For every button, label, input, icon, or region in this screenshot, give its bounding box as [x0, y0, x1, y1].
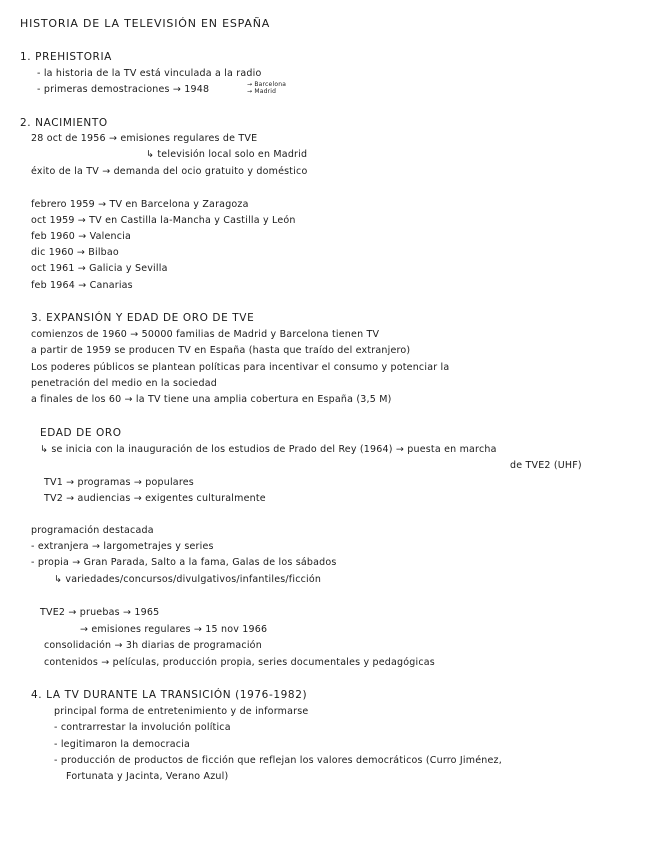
section-1-heading: 1. PREHISTORIA — [20, 51, 112, 63]
section-2-line: febrero 1959 → TV en Barcelona y Zaragoza — [31, 199, 249, 210]
section-2-line: feb 1964 → Canarias — [31, 280, 133, 291]
section-4-line: - legitimaron la democracia — [54, 739, 191, 750]
section-4-line: principal forma de entretenimiento y de informarse — [54, 706, 309, 717]
section-3-line: penetración del medio en la sociedad — [31, 378, 217, 389]
section-3-line: a partir de 1959 se producen TV en España (hasta que traído del extranjero) — [31, 345, 411, 356]
tve2-line: → emisiones regulares → 15 nov 1966 — [80, 624, 268, 635]
page-title: HISTORIA DE LA TELEVISIÓN EN ESPAÑA — [20, 17, 271, 30]
section-2-line: oct 1961 → Galicia y Sevilla — [31, 263, 168, 274]
section-3-line: comienzos de 1960 → 50000 familias de Madrid y Barcelona tienen TV — [31, 329, 380, 340]
side-note: → Madrid — [247, 88, 277, 95]
golden-age-heading: EDAD DE ORO — [40, 427, 122, 439]
side-note: → Barcelona — [247, 81, 287, 88]
golden-age-line: TV1 → programas → populares — [44, 477, 194, 488]
tve2-line: contenidos → películas, producción propia, series documentales y pedagógicas — [44, 657, 435, 668]
section-1-line: - la historia de la TV está vinculada a la radio — [37, 68, 262, 79]
section-3-line: a finales de los 60 → la TV tiene una amplia cobertura en España (3,5 M) — [31, 394, 392, 405]
programming-line: ↳ variedades/concursos/divulgativos/infantiles/ficción — [54, 574, 322, 585]
section-1-line: - primeras demostraciones → 1948 — [37, 84, 210, 95]
programming-line: - propia → Gran Parada, Salto a la fama, Galas de los sábados — [31, 557, 337, 568]
section-2-line: 28 oct de 1956 → emisiones regulares de TVE — [31, 133, 258, 144]
programming-line: programación destacada — [31, 525, 154, 536]
section-4-line: - contrarrestar la involución política — [54, 722, 231, 733]
tve2-line: consolidación → 3h diarias de programación — [44, 640, 262, 651]
section-4-line: Fortunata y Jacinta, Verano Azul) — [66, 771, 229, 782]
section-2-heading: 2. NACIMIENTO — [20, 117, 108, 129]
section-2-line: éxito de la TV → demanda del ocio gratuito y doméstico — [31, 166, 308, 177]
section-4-line: - producción de productos de ficción que reflejan los valores democráticos (Curro Jiménez, — [54, 755, 502, 766]
tve2-line: TVE2 → pruebas → 1965 — [40, 607, 160, 618]
section-2-line: ↳ televisión local solo en Madrid — [146, 149, 308, 160]
golden-age-line: TV2 → audiencias → exigentes culturalmente — [44, 493, 266, 504]
section-4-heading: 4. LA TV DURANTE LA TRANSICIÓN (1976-1982) — [31, 689, 308, 701]
section-2-line: oct 1959 → TV en Castilla la-Mancha y Castilla y León — [31, 215, 296, 226]
section-2-line: dic 1960 → Bilbao — [31, 247, 119, 258]
section-3-heading: 3. EXPANSIÓN Y EDAD DE ORO DE TVE — [31, 312, 255, 324]
section-2-line: feb 1960 → Valencia — [31, 231, 131, 242]
programming-line: - extranjera → largometrajes y series — [31, 541, 214, 552]
golden-age-line: ↳ se inicia con la inauguración de los estudios de Prado del Rey (1964) → puesta en marcha — [40, 444, 497, 455]
golden-age-line: de TVE2 (UHF) — [510, 460, 582, 471]
section-3-line: Los poderes públicos se plantean políticas para incentivar el consumo y potenciar la — [31, 362, 450, 373]
